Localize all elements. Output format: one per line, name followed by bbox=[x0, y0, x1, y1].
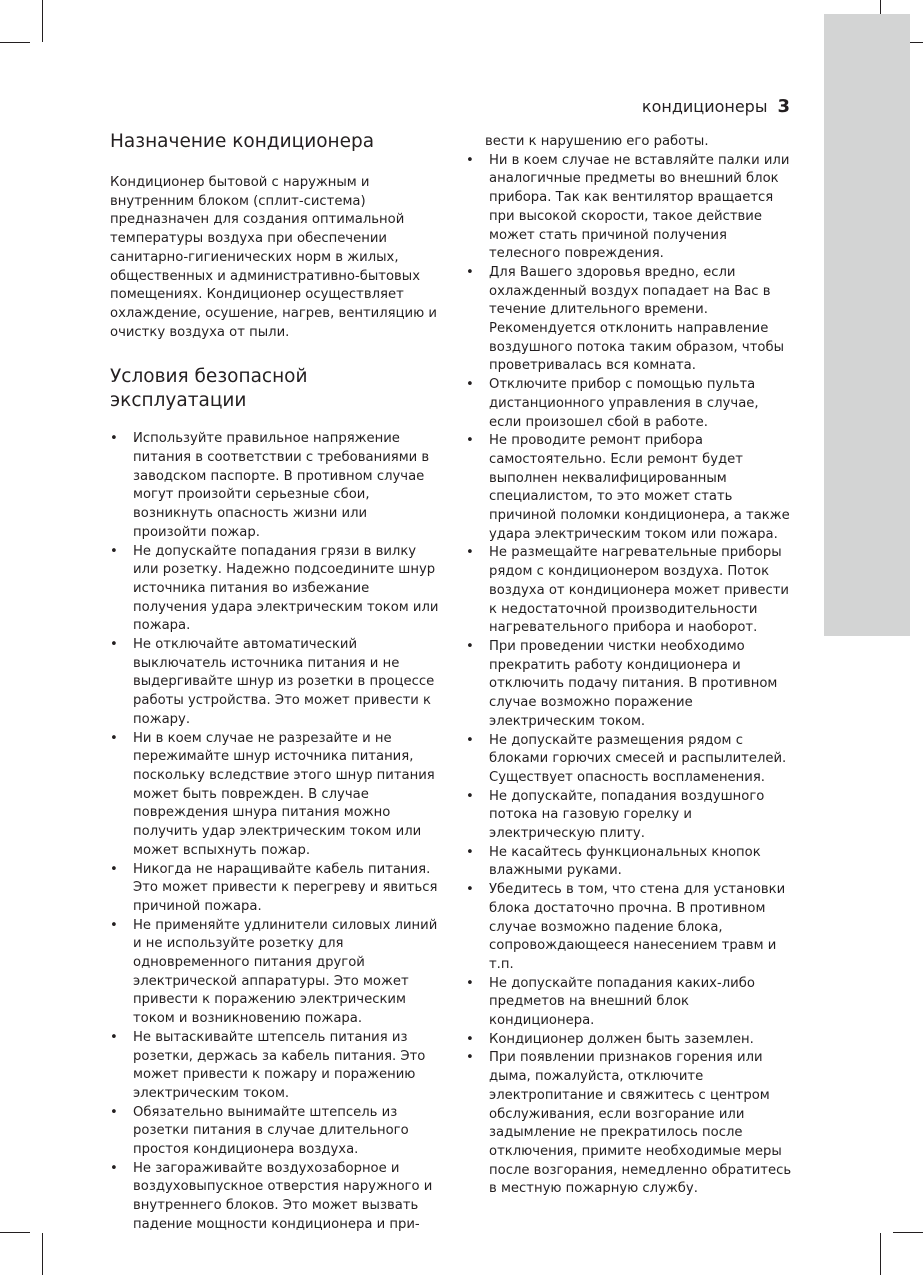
page-number: 3 bbox=[777, 96, 790, 117]
left-column bbox=[110, 130, 440, 1235]
continued-text: вести к нарушению его работы. bbox=[485, 134, 709, 149]
crop-mark bbox=[880, 1233, 881, 1275]
crop-mark bbox=[42, 1233, 43, 1275]
page-header bbox=[642, 96, 790, 117]
crop-mark bbox=[0, 42, 30, 43]
list-item: • Ни в коем случае не вставляйте палки или аналогичные предметы во внешний блок прибора. Так как вентилятор вращается при высокой скорости, такое действие может стать причиной получения телесного повреждения. bbox=[466, 152, 792, 264]
list-item: • Обязательно вынимайте штепсель из розетки питания в случае длительного простоя кондиционера воздуха. bbox=[110, 1104, 440, 1160]
section-title: кондиционеры bbox=[641, 97, 768, 116]
safety-list bbox=[110, 430, 440, 1234]
crop-mark bbox=[42, 0, 43, 42]
right-column bbox=[466, 133, 792, 1199]
intro-paragraph: Кондиционер бытовой с наружным и внутренним блоком (сплит-система) предназначен для создания оптимальной температуры воздуха при обеспечении санитарно-гигиенических норм в жилых, общественных и административно-бытовых помещениях. Кондиционер осуществляет охлаждение, осушение, нагрев, вентиляцию и очистку воздуха от пыли. bbox=[110, 175, 437, 340]
list-item: • Не отключайте автоматический выключатель источника питания и не выдергивайте шнур из розетки в процессе работы устройства. Это может привести к пожару. bbox=[110, 636, 440, 730]
list-item: • Не допускайте, попадания воздушного потока на газовую горелку и электрическую плиту. bbox=[466, 788, 792, 844]
list-item: • Не допускайте размещения рядом с блоками горючих смесей и распылителей. Существует опасность воспламенения. bbox=[466, 732, 792, 788]
list-item: • При появлении признаков горения или дыма, пожалуйста, отключите электропитание и свяжитесь с центром обслуживания, если возгорание или задымление не прекратилось после отключения, примите необходимые меры после возгорания, немедленно обратитесь в местную пожарную службу. bbox=[466, 1049, 792, 1199]
heading-safety: Условия безопасной эксплуатации bbox=[110, 366, 308, 412]
crop-mark bbox=[893, 1232, 923, 1233]
list-item: • Не допускайте попадания грязи в вилку или розетку. Надежно подсоедините шнур источника питания во избежание получения удара электрическим током или пожара. bbox=[110, 543, 440, 637]
safety-list-continued bbox=[466, 152, 792, 1199]
list-item: • Используйте правильное напряжение питания в соответствии с требованиями в заводском паспорте. В противном случае могут произойти серьезные сбои, возникнуть опасность жизни или произойти пожар. bbox=[110, 430, 440, 542]
list-item: • Не загораживайте воздухозаборное и воздуховыпускное отверстия наружного и внутреннего блоков. Это может вызвать падение мощности кондиционера и при- bbox=[110, 1160, 440, 1235]
list-item: • Для Вашего здоровья вредно, если охлажденный воздух попадает на Вас в течение длительного времени. Рекомендуется отклонить направление воздушного потока таким образом, чтобы проветривалась вся комната. bbox=[466, 264, 792, 376]
list-item: • Кондиционер должен быть заземлен. bbox=[466, 1031, 792, 1050]
list-item: • Никогда не наращивайте кабель питания. Это может привести к перегреву и явиться причиной пожара. bbox=[110, 861, 440, 917]
list-item: • Ни в коем случае не разрезайте и не пережимайте шнур источника питания, поскольку вследствие этого шнур питания может быть поврежден. В случае повреждения шнура питания можно получить удар электрическим током или может вспыхнуть пожар. bbox=[110, 730, 440, 861]
list-item: • Не применяйте удлинители силовых линий и не используйте розетку для одновременного питания другой электрической аппаратуры. Это может привести к поражению электрическим током и возникновению пожара. bbox=[110, 917, 440, 1029]
list-item: • Не касайтесь функциональных кнопок влажными руками. bbox=[466, 844, 792, 881]
list-item: • Не вытаскивайте штепсель питания из розетки, держась за кабель питания. Это может привести к пожару и поражению электрическим током. bbox=[110, 1029, 440, 1104]
list-item: • Не допускайте попадания каких-либо предметов на внешний блок кондиционера. bbox=[466, 975, 792, 1031]
list-item: • При проведении чистки необходимо прекратить работу кондиционера и отключить подачу питания. В противном случае возможно поражение электрическим током. bbox=[466, 638, 792, 732]
side-tab bbox=[824, 14, 910, 636]
list-item: • Отключите прибор с помощью пульта дистанционного управления в случае, если произошел сбой в работе. bbox=[466, 376, 792, 432]
heading-purpose: Назначение кондиционера bbox=[110, 131, 375, 152]
list-item: • Убедитесь в том, что стена для установки блока достаточно прочна. В противном случае возможно падение блока, сопровождающееся нанесением травм и т.п. bbox=[466, 881, 792, 975]
crop-mark bbox=[0, 1232, 30, 1233]
list-item: • Не размещайте нагревательные приборы рядом с кондиционером воздуха. Поток воздуха от кондиционера может привести к недостаточной производительности нагревательного прибора и наоборот. bbox=[466, 544, 792, 638]
list-item: • Не проводите ремонт прибора самостоятельно. Если ремонт будет выполнен неквалифицированным специалистом, то это может стать причиной поломки кондиционера, а также удара электрическим током или пожара. bbox=[466, 432, 792, 544]
